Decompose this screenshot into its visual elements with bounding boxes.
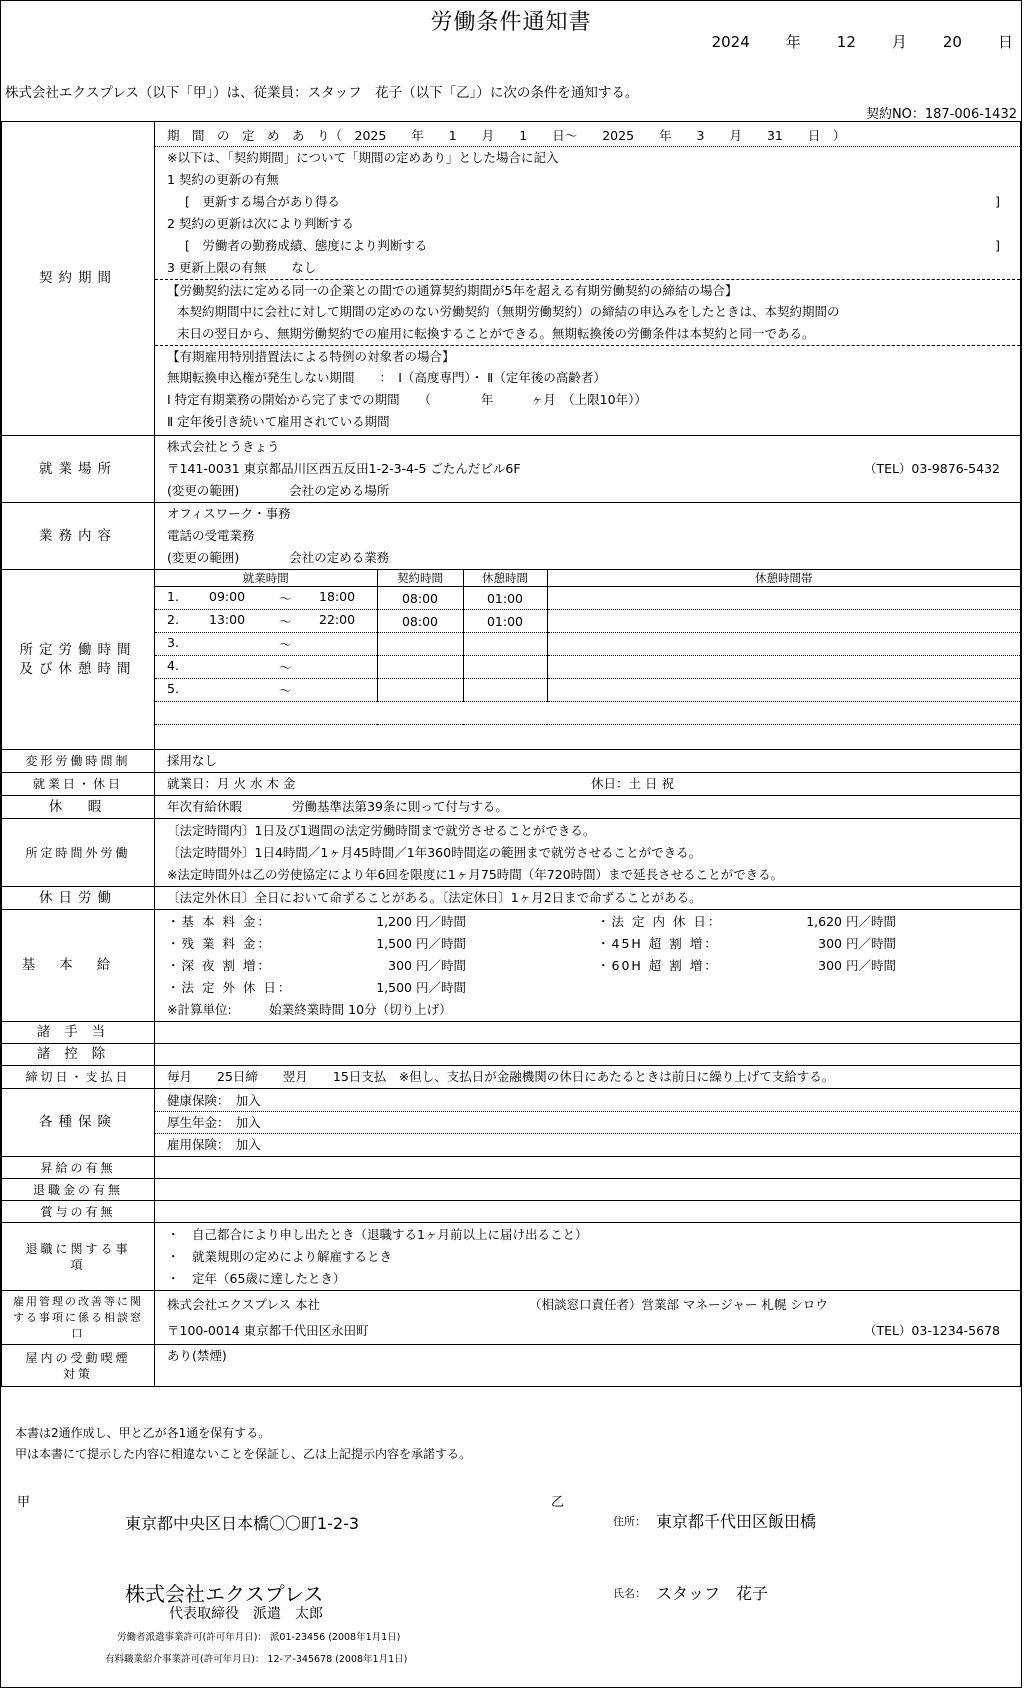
pay-calc-unit: ※計算単位: 始業終業時間 10分（切り上げ） <box>167 1001 452 1017</box>
variable-value: 採用なし <box>167 753 218 768</box>
labor-law-title: 【労働契約法に定める同一の企業との間での通算契約期間が5年を超える有期労働契約の締結の場合】 <box>155 279 1020 301</box>
header-work-time: 就業時間 <box>155 570 377 587</box>
intro-text: 株式会社エクスプレス（以下「甲」）は、従業員：スタッフ 花子（以下「乙」）に次の条件を通知する。 <box>5 85 639 101</box>
base-pay-cell <box>155 910 1021 1022</box>
work-hours-table <box>155 570 1020 747</box>
renewal-limit: 3 更新上限の有無 なし <box>167 259 317 275</box>
shift-row: 4. 〜 <box>155 656 1020 679</box>
overtime-line-2: 〔法定時間外〕1日4時間／1ヶ月45時間／1年360時間迄の範囲まで就労させることができる。 <box>167 844 702 860</box>
label-workdays: 就業日・休日 <box>2 773 155 796</box>
judge-value-row <box>155 235 1020 257</box>
label-bonus: 賞与の有無 <box>2 1201 155 1223</box>
special-text-2: Ⅰ 特定有期業務の開始から完了までの期間 （ 年 ヶ月 （上限10年）） <box>167 391 647 407</box>
retirement-item-3: ・ 定年（65歳に達したとき） <box>167 1270 346 1286</box>
pay-item: ・基 本 料 金： 1,200 円／時間 <box>167 913 467 929</box>
header-break-time: 休憩時間 <box>463 570 547 587</box>
renewal-title: 1 契約の更新の有無 <box>167 171 279 187</box>
label-leave: 休 暇 <box>2 796 155 819</box>
retirement-item-1: ・ 自己都合により申し出たとき（退職する1ヶ月前以上に届け出ること） <box>167 1226 588 1242</box>
workplace-scope: (変更の範囲) 会社の定める場所 <box>167 483 390 498</box>
contract-period-line: 期 間 の 定 め あ り（ 2025 年 1 月 1 日～ 2025 年 3 月 31 日 ） <box>155 125 1020 147</box>
header-contract-time: 契約時間 <box>377 570 463 587</box>
label-allowances: 諸手当 <box>2 1022 155 1044</box>
overtime-line-3: ※法定時間外は乙の労使協定により年6回を限度に1ヶ月75時間（年720時間）まで延長させることができる。 <box>167 866 784 882</box>
party-b-name-label: 氏名： <box>613 1587 646 1600</box>
overtime-line-1: 〔法定時間内〕1日及び1週間の法定労働時間まで就労させることができる。 <box>167 822 596 838</box>
holidays-value: 休日：土 日 祝 <box>591 776 674 791</box>
special-text-3: Ⅱ 定年後引き続いて雇用されている期間 <box>167 413 390 429</box>
pay-item: ・深 夜 割 増： 300 円／時間 <box>167 957 467 973</box>
party-a-label: 甲 <box>17 1495 31 1510</box>
workplace-cell <box>155 436 1021 503</box>
workdays-value: 就業日：月 火 水 木 金 <box>167 776 296 791</box>
label-retirement-pay: 退職金の有無 <box>2 1179 155 1201</box>
dispatch-license: 労働者派遣事業許可(許可年月日)： 派01-23456 (2008年1月1日) <box>117 1632 401 1643</box>
party-a-company: 株式会社エクスプレス <box>125 1582 324 1606</box>
insurance-employment: 雇用保険： 加入 <box>167 1136 261 1152</box>
contract-period-cell <box>155 122 1021 436</box>
pay-item: ・法 定 外 休 日： 1,500 円／時間 <box>167 979 467 995</box>
label-overtime: 所定時間外労働 <box>2 819 155 887</box>
judge-title: 2 契約の更新は次により判断する <box>167 215 354 231</box>
contract-period-note: ※以下は、「契約期間」について「期間の定めあり」とした場合に記入 <box>167 149 559 165</box>
party-b-address: 東京都千代田区飯田橋 <box>656 1512 817 1531</box>
consult-person: （相談窓口責任者）営業部 マネージャー 札幌 シロウ <box>529 1296 828 1312</box>
placement-license: 有料職業紹介事業許可(許可年月日)： 12-ア-345678 (2008年1月1日) <box>105 1654 408 1665</box>
insurance-health: 健康保険： 加入 <box>155 1090 1020 1112</box>
label-insurance: 各種保険 <box>2 1089 155 1157</box>
shift-row: 1. 09:00 〜 18:00 08:00 01:00 <box>155 587 1020 610</box>
label-variable: 変形労働時間制 <box>2 750 155 773</box>
label-workplace: 就業場所 <box>2 436 155 503</box>
document-title: 労働条件通知書 <box>430 10 592 35</box>
label-hours: 所定労働時間及び休憩時間 <box>2 570 155 750</box>
consult-address: 〒100-0014 東京都千代田区永田町 <box>167 1322 369 1338</box>
conditions-table <box>1 121 1021 1387</box>
job-cell <box>155 503 1021 570</box>
label-contract-period: 契約期間 <box>2 122 155 436</box>
retirement-item-2: ・ 就業規則の定めにより解雇するとき <box>167 1248 393 1264</box>
label-base-pay: 基本給 <box>2 910 155 1022</box>
party-b-name: スタッフ 花子 <box>656 1584 769 1603</box>
shift-row: 5. 〜 <box>155 679 1020 702</box>
renewal-value-row <box>155 191 1020 213</box>
judge-value: [ 労働者の勤務成績、態度により判断する <box>185 237 428 253</box>
party-b-label: 乙 <box>551 1495 565 1510</box>
label-raise: 昇給の有無 <box>2 1157 155 1179</box>
insurance-pension: 厚生年金： 加入 <box>155 1112 1020 1134</box>
label-deductions: 諸控除 <box>2 1044 155 1066</box>
label-consult: 雇用管理の改善等に関する事項に係る相談窓口 <box>2 1291 155 1345</box>
hours-cell <box>155 570 1021 750</box>
job-line-1: オフィスワーク・事務 <box>167 506 291 521</box>
shift-row: 3. 〜 <box>155 633 1020 656</box>
pay-item: ・残 業 料 金： 1,500 円／時間 <box>167 935 467 951</box>
renewal-value: [ 更新する場合があり得る <box>185 193 340 209</box>
bracket-close: ] <box>995 193 1000 209</box>
labor-law-text-1: 本契約期間中に会社に対して期間の定めのない労働契約（無期労働契約）の締結の申込みをしたときは、本契約期間の <box>177 303 840 319</box>
footer-note-1: 本書は2通作成し、甲と乙が各1通を保有する。 <box>15 1426 271 1440</box>
pay-item: ・法 定 内 休 日： 1,620 円／時間 <box>597 913 897 929</box>
footer-note-2: 甲は本書にて提示した内容に相違ないことを保証し、乙は上記提示内容を承諾する。 <box>15 1447 472 1461</box>
smoking-value: あり(禁煙) <box>167 1348 227 1363</box>
contract-number: 契約NO：187-006-1432 <box>865 107 1017 122</box>
workplace-company: 株式会社とうきょう <box>167 439 280 454</box>
issue-date: 2024 年 12 月 20 日 <box>711 33 1013 51</box>
job-line-2: 電話の受電業務 <box>167 528 255 543</box>
party-b-address-label: 住所： <box>613 1515 646 1528</box>
workplace-tel: （TEL）03-9876-5432 <box>863 461 1000 476</box>
header-break-band: 休憩時間帯 <box>547 570 1020 587</box>
label-payday: 締切日・支払日 <box>2 1066 155 1089</box>
bracket-close: ] <box>995 237 1000 253</box>
special-title: 【有期雇用特別措置法による特例の対象者の場合】 <box>155 345 1020 367</box>
consult-company: 株式会社エクスプレス 本社 <box>167 1296 320 1312</box>
job-scope: (変更の範囲) 会社の定める業務 <box>167 550 390 565</box>
label-smoking: 屋内の受動喫煙対策 <box>2 1345 155 1387</box>
payday-value: 毎月 25日締 翌月 15日支払 ※但し、支払日が金融機関の休日にあたるときは前日に繰り上げて支給する。 <box>167 1069 835 1084</box>
workplace-address: 〒141-0031 東京都品川区西五反田1-2-3-4-5 ごたんだビル6F <box>167 461 521 476</box>
special-text-1: 無期転換申込権が発生しない期間 ： Ⅰ（高度専門）・ Ⅱ（定年後の高齢者） <box>167 369 606 385</box>
party-a-representative: 代表取締役 派遣 太郎 <box>169 1606 323 1622</box>
holiday-work-value: 〔法定外休日〕全日において命ずることがある。〔法定休日〕1ヶ月2日まで命ずることがある。 <box>167 890 702 905</box>
pay-item: ・45H 超 割 増： 300 円／時間 <box>597 935 897 951</box>
party-a-address: 東京都中央区日本橋〇〇町1-2-3 <box>125 1514 360 1533</box>
label-job: 業務内容 <box>2 503 155 570</box>
consult-tel: （TEL）03-1234-5678 <box>863 1322 1000 1338</box>
labor-law-text-2: 末日の翌日から、無期労働契約での雇用に転換することができる。無期転換後の労働条件は本契約と同一である。 <box>177 325 815 341</box>
label-retirement: 退職に関する事項 <box>2 1223 155 1291</box>
label-holiday-work: 休日労働 <box>2 887 155 910</box>
shift-row: 2. 13:00 〜 22:00 08:00 01:00 <box>155 610 1020 633</box>
pay-item: ・60H 超 割 増： 300 円／時間 <box>597 957 897 973</box>
leave-value: 年次有給休暇 労働基準法第39条に則って付与する。 <box>167 799 508 814</box>
workplace-address-row <box>155 458 1020 480</box>
